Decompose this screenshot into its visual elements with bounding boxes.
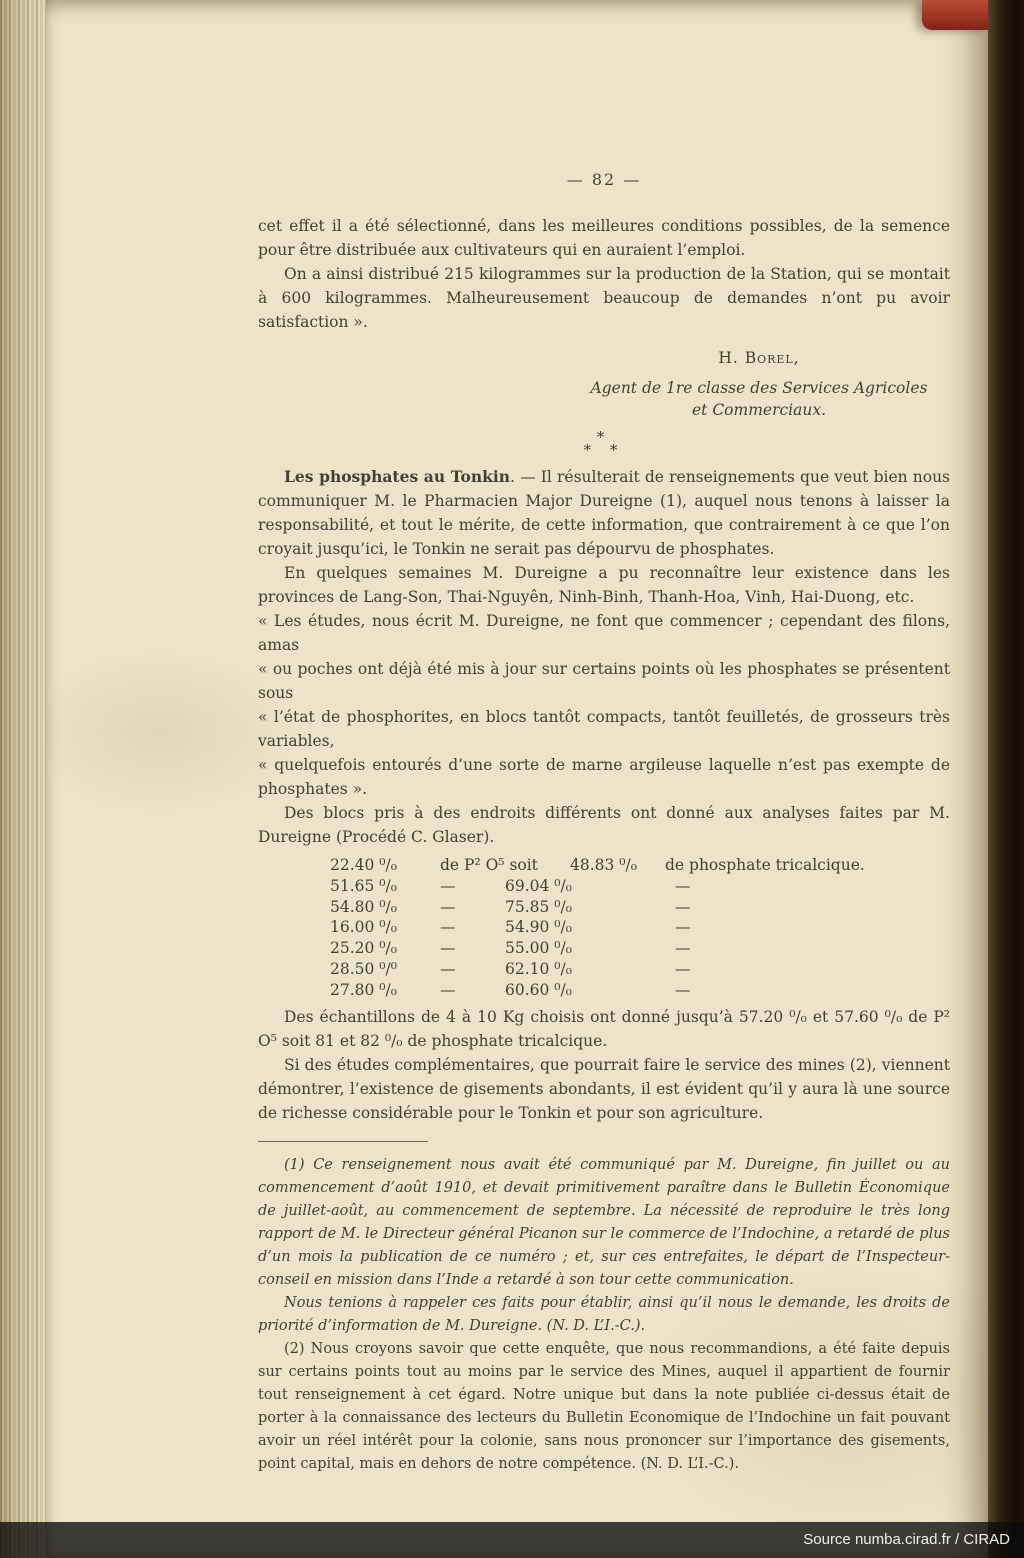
row-label: de P² O⁵ soit [440, 856, 538, 874]
ditto-dash: — [675, 959, 691, 978]
ditto-dash: — [440, 918, 456, 937]
table-row [330, 917, 950, 938]
book-page-edges [0, 0, 46, 1558]
intro-paragraph-1: cet effet il a été sélectionné, dans les meilleures conditions possibles, de la semence pour être distribuée aux cultivateurs qui en auraient l’emploi. [258, 217, 950, 259]
ditto-dash: — [675, 939, 691, 958]
source-attribution-bar [0, 1522, 1024, 1558]
p2o5-value: 27.80 ⁰/₀ [330, 980, 397, 999]
star-bottom: * * [583, 441, 625, 459]
signature-title [568, 377, 950, 421]
table-row [330, 959, 950, 980]
article-heading: Les phosphates au Tonkin [284, 467, 511, 486]
article-paragraph-2: En quelques semaines M. Dureigne a pu reconnaître leur existence dans les provinces de Lang-Son, Thai-Nguyên, Ninh-Binh, Thanh-Hoa, Vinh, Hai-Duong, etc. [258, 564, 950, 606]
quote-line: « ou poches ont déjà été mis à jour sur certains points où les phosphates se présentent sous [258, 660, 950, 702]
ditto-dash: — [675, 876, 691, 895]
footnote-2: (2) Nous croyons savoir que cette enquête, que nous recommandions, a été faite depuis sur certains points tout au moins par le service des Mines, auquel il appartient de fournir tout renseignement à cet égard. Notre unique but dans la note publiée ci-dessus était de porter à la connaissance des lecteurs du Bulletin Economique de l’Indochine un fait pouvant avoir un réel intérêt pour la colonie, sans nous prononcer sur l’importance des gisements, point capital, mais en dehors de notre compétence. (N. D. L’I.-C.). [258, 1340, 950, 1472]
tricalcique-value: 48.83 ⁰/₀ [570, 856, 637, 874]
quote-line: « Les études, nous écrit M. Dureigne, ne font que commencer ; cependant des filons, amas [258, 612, 950, 654]
source-text: Source numba.cirad.fr / CIRAD [803, 1531, 1010, 1548]
p2o5-value: 54.80 ⁰/₀ [330, 897, 397, 916]
tricalcique-value: 60.60 ⁰/₀ [505, 980, 572, 999]
page-number: — 82 — [566, 170, 642, 189]
p2o5-value: 28.50 ⁰/⁰ [330, 959, 397, 978]
conclusion-paragraph: Si des études complémentaires, que pourrait faire le service des mines (2), viennent démontrer, l’existence de gisements abondants, il est évident qu’il y aura là une source de richesse considérable pour le Tonkin et pour son agriculture. [258, 1055, 950, 1122]
article-paragraph-4: Des blocs pris à des endroits différents ont donné aux analyses faites par M. Dureigne (Procédé C. Glaser). [258, 804, 950, 846]
table-row [330, 938, 950, 959]
p2o5-value: 51.65 ⁰/₀ [330, 876, 397, 895]
footnote-1: (1) Ce renseignement nous avait été communiqué par M. Dureigne, fin juillet ou au commencement d’août 1910, et devait primitivement paraître dans le Bulletin Économique de juillet-août, au commencement de septembre. La nécessité de reproduire le très long rapport de M. le Directeur général Picanon sur le commerce de l’Indochine, a retardé de plus d’un mois la publication de ce numéro ; et, sur ces entrefaites, le départ de l’Inspecteur-conseil en mission dans l’Inde a retardé à son tour cette communication. [258, 1156, 950, 1288]
quote-line: « l’état de phosphorites, en blocs tantôt compacts, tantôt feuilletés, de grosseurs très variables, [258, 708, 950, 750]
ditto-dash: — [675, 980, 691, 999]
star-top: * [596, 428, 612, 446]
footnote-rule [258, 1141, 428, 1142]
tricalcique-value: 62.10 ⁰/₀ [505, 959, 572, 978]
intro-paragraph-2: On a ainsi distribué 215 kilogrammes sur la production de la Station, qui se montait à 600 kilogrammes. Malheureusement beaucoup de demandes n’ont pu avoir satisfaction ». [258, 265, 950, 331]
tricalcique-value: 54.90 ⁰/₀ [505, 918, 572, 937]
samples-paragraph: Des échantillons de 4 à 10 Kg choisis ont donné jusqu’à 57.20 ⁰/₀ et 57.60 ⁰/₀ de P² O⁵ soit 81 et 82 ⁰/₀ de phosphate tricalcique. [258, 1007, 950, 1050]
quote-line: « quelquefois entourés d’une sorte de marne argileuse laquelle n’est pas exempte de phosphates ». [258, 756, 950, 798]
book-spine [988, 0, 1024, 1558]
signature-name: H. Borel, [718, 349, 800, 367]
table-row [330, 876, 950, 897]
p2o5-value: 22.40 ⁰/₀ [330, 856, 397, 874]
table-row [330, 980, 950, 1001]
ditto-dash: — [440, 939, 456, 958]
article-lead-paragraph [258, 465, 950, 561]
tricalcique-value: 75.85 ⁰/₀ [505, 897, 572, 916]
page-content [258, 0, 950, 1476]
section-separator-stars [258, 428, 950, 459]
article-lead-text: Il résulterait de renseignements que veut bien nous communiquer M. le Pharmacien Major Dureigne (1), auquel nous tenons à laisser la responsabilité, et tout le mérite, de cette information, que contrairement à ce que l’on croyait jusqu’ici, le Tonkin ne serait pas dépourvu de phosphates. [258, 468, 951, 558]
signature-title-line1: Agent de 1re classe des Services Agricoles [590, 379, 928, 397]
signature-title-line2: et Commerciaux. [691, 401, 827, 419]
book-headband [922, 0, 988, 30]
book-page [46, 0, 988, 1558]
footnote-1-continued: Nous tenions à rappeler ces faits pour établir, ainsi qu’il nous le demande, les droits de priorité d’information de M. Dureigne. (N. D. L’I.-C.). [258, 1294, 950, 1334]
ditto-dash: — [440, 959, 456, 978]
ditto-dash: — [675, 918, 691, 937]
ditto-dash: — [440, 897, 456, 916]
ditto-dash: — [675, 897, 691, 916]
p2o5-value: 16.00 ⁰/₀ [330, 918, 397, 937]
ditto-dash: — [440, 876, 456, 895]
tricalcique-value: 69.04 ⁰/₀ [505, 876, 572, 895]
tricalcique-value: 55.00 ⁰/₀ [505, 939, 572, 958]
row-label: de phosphate tricalcique. [665, 856, 865, 874]
p2o5-value: 25.20 ⁰/₀ [330, 939, 397, 958]
table-row [330, 897, 950, 918]
article-heading-separator: . — [510, 468, 541, 486]
quote-block [258, 609, 950, 801]
signature-block [258, 346, 950, 421]
analysis-table [330, 855, 950, 1001]
ditto-dash: — [440, 980, 456, 999]
table-row [330, 855, 950, 876]
